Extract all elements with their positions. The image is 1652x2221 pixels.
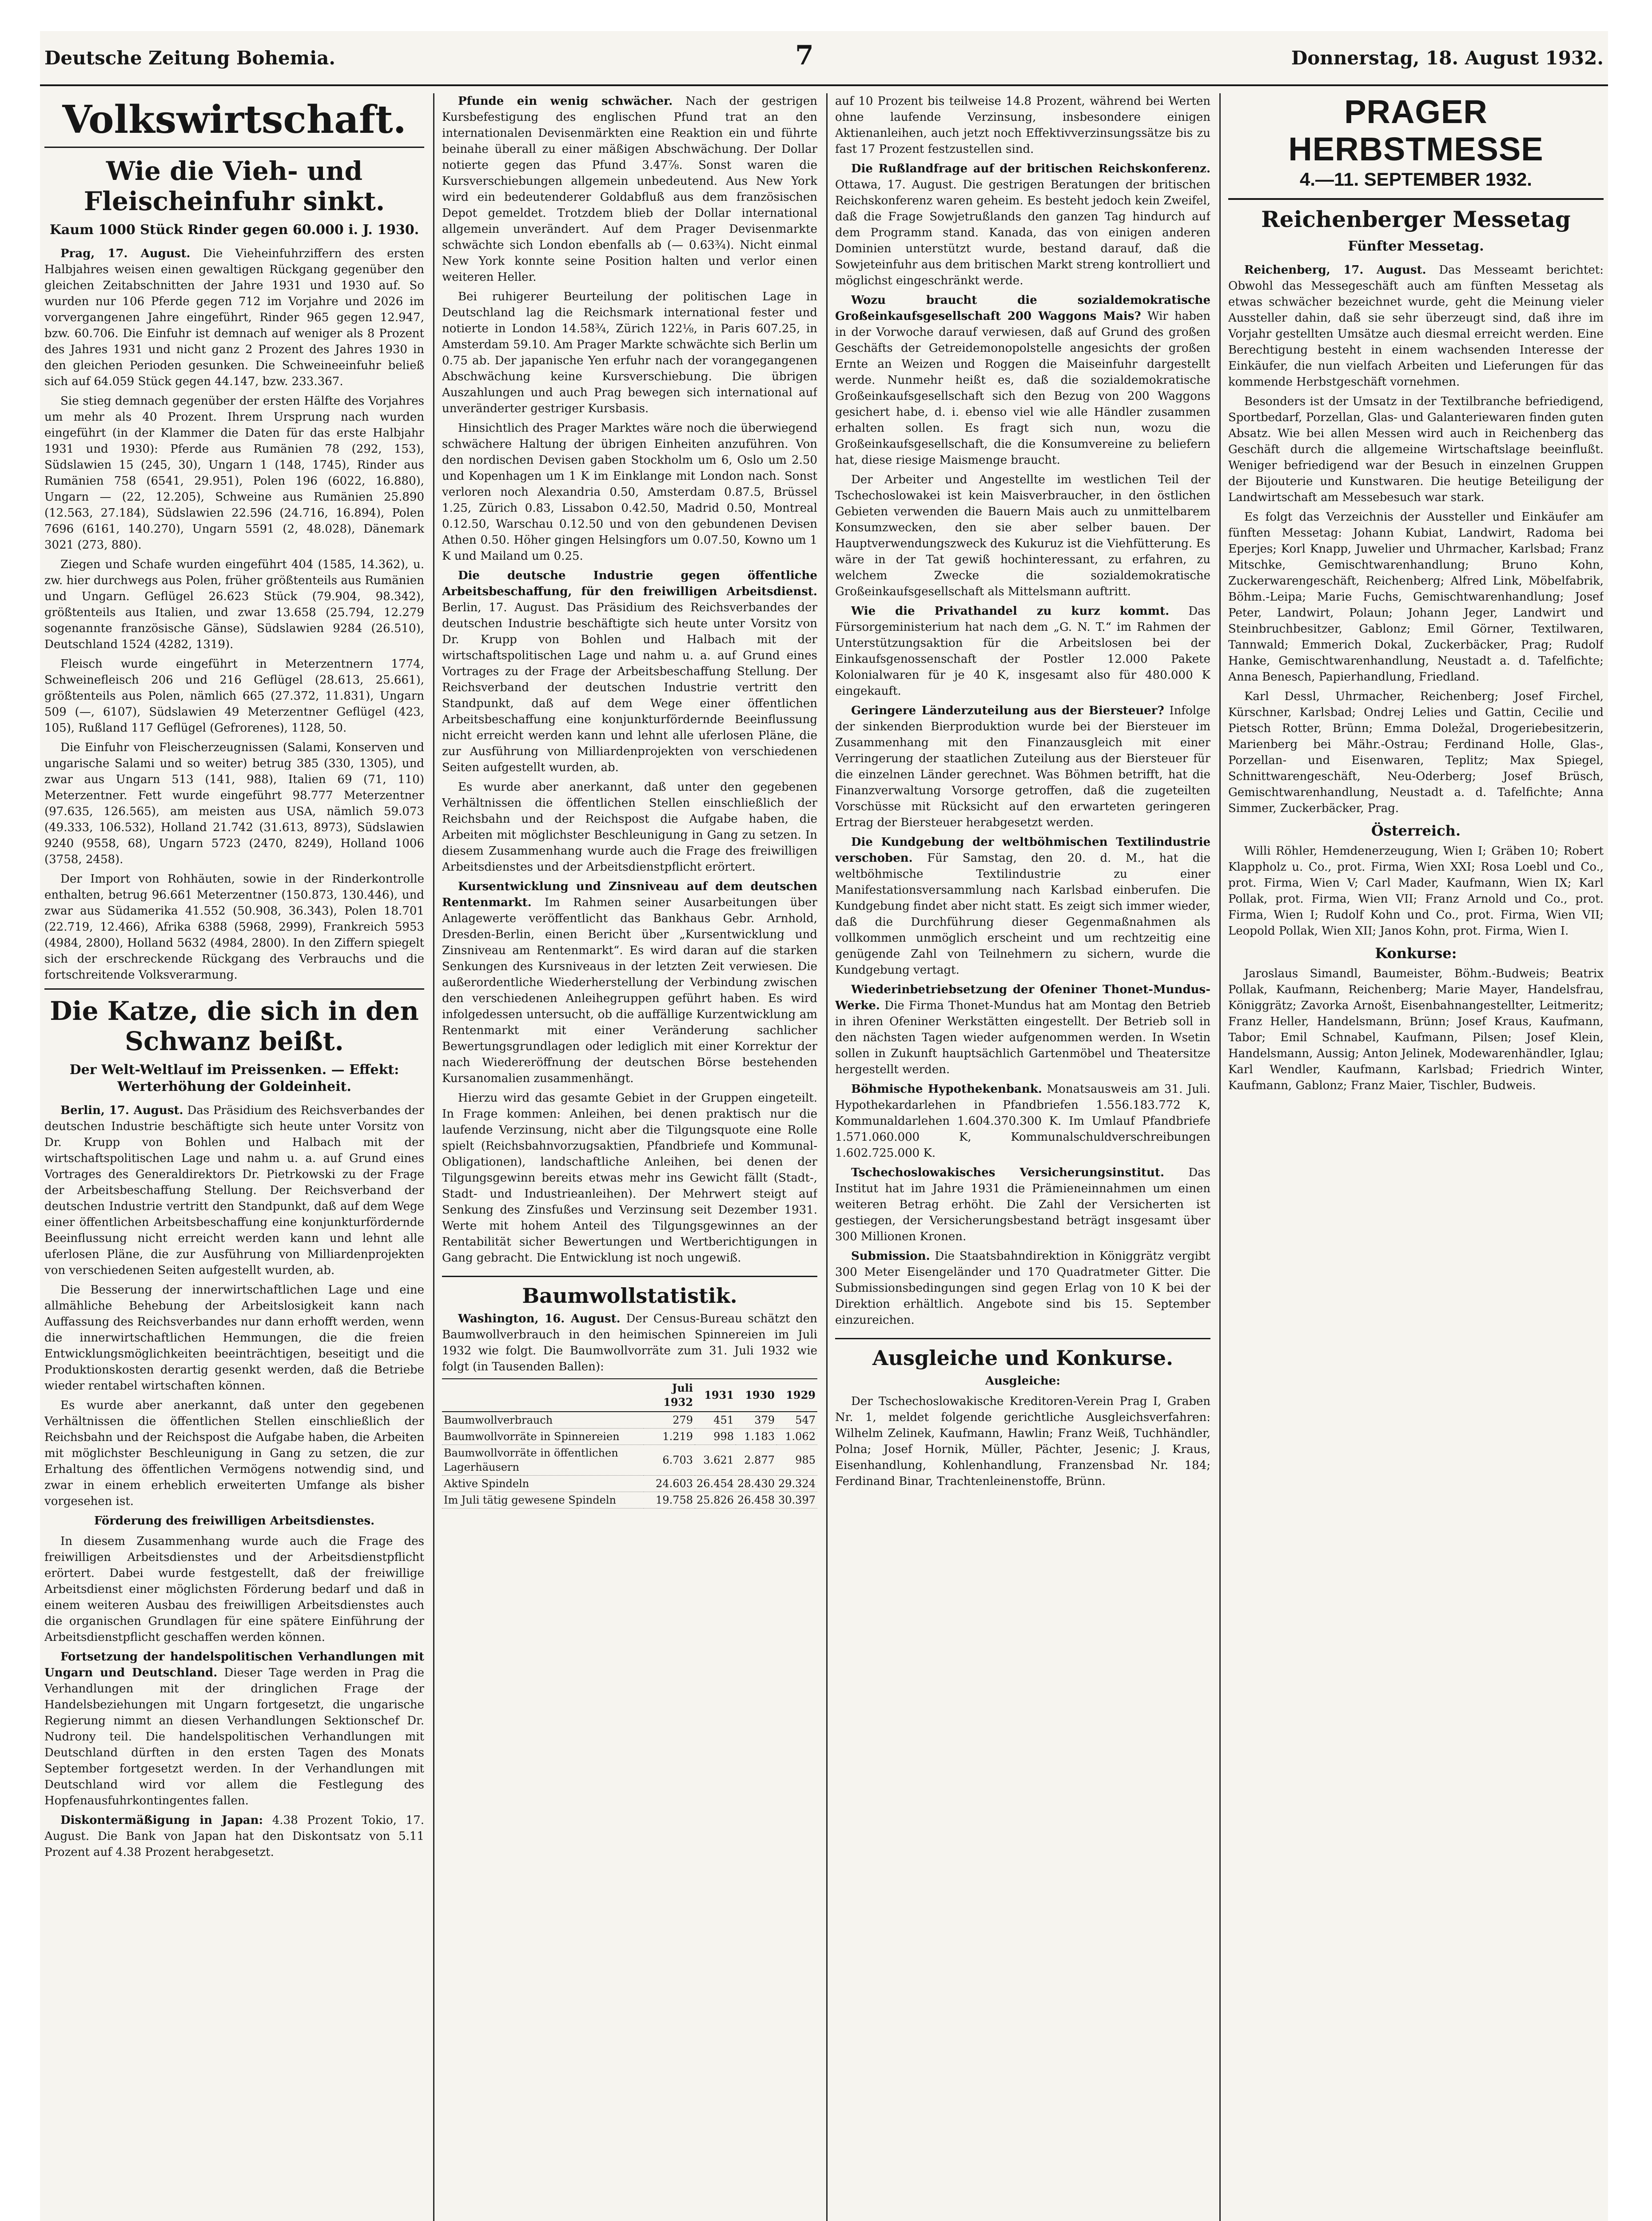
article-paragraph [44, 246, 424, 390]
article-paragraph: Besonders ist der Umsatz in der Textilbranche befriedigend, Sportbedarf, Porzellan, Glas- und Galanteriewaren finden guten Absatz. Wie bei allen Messen wird auch in Reichenberg das Geschäft durch die allgemeine Wirtschaftslage beeinflußt. Weniger befriedigend war der Besuch in einzelnen Gruppen der Bijouterie und Kunstwaren. Die heutige Beteiligung der Landwirtschaft am Messebesuch war stark. [1228, 395, 1604, 504]
table-cell: 985 [776, 1445, 817, 1476]
article-paragraph: Sie stieg demnach gegenüber der ersten Hälfte des Vorjahres um mehr als 40 Prozent. Ihrem Ursprung nach wurden eingeführt (in der Klammer die Daten für das erste Halbjahr 1931 und 1930): Pferde aus Rumänien 78 (292, 153), Südslawien 15 (245, 30), Ungarn 1 (148, 1745), Rinder aus Rumänien 758 (6541, 29.951), Polen 196 (6022, 16.880), Ungarn — (22, 12.205), Schweine aus Rumänien 25.890 (12.563, 27.184), Südslawien 22.596 (24.716, 16.894), Polen 7696 (6161, 140.270), Ungarn 5591 (2, 48.028), Dänemark 3021 (273, 880). [44, 394, 424, 552]
paragraph-text: Der Census-Bureau schätzt den Baumwollverbrauch in den heimischen Spinnereien im Juli 1932 wie folgt. Die Baumwollvorräte zum 31. Juli 1932 wie folgt (in Tausenden Ballen): [442, 1312, 817, 1373]
dateline: Prag, 17. August. [60, 247, 191, 260]
table-cell: 2.877 [736, 1445, 776, 1476]
table-cell: 1.183 [736, 1429, 776, 1445]
paragraph-text: Das Institut hat im Jahre 1931 die Prämieneinnahmen um einen weiteren Betrag erhöht. Die Zahl der Versicherten ist gestiegen, der Versicherungsbestand beträgt insgesamt über 300 Millionen Kronen. [835, 1166, 1210, 1243]
article-paragraph [835, 603, 1210, 699]
paragraph-text: Nach der gestrigen Kursbefestigung des englischen Pfund trat an den internationalen Devisenmärkten eine Reaktion ein und führte beinahe überall zu einer mäßigen Abschwächung. Der Dollar notierte gegen das Pfund 3.47⅞. Sonst waren die Kursverschiebungen allgemein unbedeutend. Aus New York wird ein bedeutenderer Goldabfluß aus dem französischen Depot gemeldet. Trotzdem blieb der Dollar international allgemein unverändert. Auf dem Prager Devisenmarkte schwächte sich London ebenfalls ab (— 0.63¾). Nicht einmal New York konnte seine Position halten und verlor einen weiteren Heller. [442, 95, 817, 284]
table-row [442, 1429, 817, 1445]
runin-heading: Die Rußlandfrage auf der britischen Reichskonferenz. [851, 162, 1210, 175]
paragraph-text: Berlin, 17. August. Das Präsidium des Reichsverbandes der deutschen Industrie beschäftigte sich heute unter Vorsitz von Dr. Krupp von Bohlen und Halbach mit der wirtschaftspolitischen Lage und nahm u. a. auf Grund eines Vortrages zu der Frage der Arbeitsbeschaffung Stellung. Der Reichsverband der deutschen Industrie vertritt den Standpunkt, daß auf dem Wege einer öffentlichen Arbeitsbeschaffung eine konjunkturfördernde Beeinflussung nicht erreicht werden kann und lehnt alle uferlosen Pläne, die zur Ausführung von Milliardenprojekten von verschiedenen Seiten aufgestellt wurden, ab. [442, 601, 817, 774]
table-cell: 6.703 [644, 1445, 695, 1476]
table-header-row [442, 1379, 817, 1412]
article-paragraph [442, 879, 817, 1087]
article-paragraph: Hinsichtlich des Prager Marktes wäre noch die überwiegend schwächere Haltung der übrigen Einheiten anzuführen. Von den nordischen Devisen gaben Stockholm um 6, Oslo um 2.50 und Kopenhagen um 1 K im Einklange mit London nach. Sonst verloren noch Alexandria 0.50, Amsterdam 0.87.5, Brüssel 1.25, Zürich 0.83, Lissabon 0.42.50, Madrid 0.50, Montreal 0.12.50, Warschau 0.12.50 und von den gebundenen Devisen Athen 0.50. Höher gingen Helsingfors um 0.07.50, Kowno um 1 K und Mailand um 0.25. [442, 422, 817, 563]
article-paragraph: Es wurde aber anerkannt, daß unter den gegebenen Verhältnissen die öffentlichen Stellen einschließlich der Reichsbahn und der Reichspost die Aufgabe haben, die Arbeiten mit möglichster Beschleunigung in Gang zu setzen. In diesem Zusammenhang wurde auch die Frage des freiwilligen Arbeitsdienstes und der Arbeitsdienstpflicht erörtert. [442, 780, 817, 874]
paragraph-text: Das Messeamt berichtet: Obwohl das Messegeschäft auch am fünften Messetag als etwas schwächer bezeichnet wurde, geht die Meinung vieler Aussteller dahin, daß sie sehr überzeugt sind, daß ihre im Vorjahr gestellten Umsätze auch diesmal erreicht werden. Eine Berechtigung besteht in einem wachsenden Interesse der Einkäufer, die nun vielfach Arbeiten und Lieferungen für das kommende Herbstgeschäft vornehmen. [1228, 263, 1604, 389]
article-paragraph [1228, 262, 1604, 390]
table-cell: 28.430 [736, 1476, 776, 1492]
article-paragraph [835, 1081, 1210, 1161]
article-paragraph: Karl Dessl, Uhrmacher, Reichenberg; Josef Firchel, Kürschner, Karlsbad; Ondrej Lelies und Gattin, Cecilie und Pietsch Rotter, Brünn; Emma Doležal, Drogeriebesitzerin, Marienberg bei Mähr.-Ostrau; Ferdinand Holle, Glas-, Porzellan- und Eisenwaren, Teplitz; Max Spiegel, Schnittwarengeschäft, Neu-Oderberg; Josef Brüsch, Gemischtwarenhandlung, Neustadt a. d. Tafelfichte; Anna Simmer, Zuckerbäcker, Prag. [1228, 690, 1604, 815]
article-paragraph: Der Tschechoslowakische Kreditoren-Verein Prag I, Graben Nr. 1, meldet folgende gerichtliche Ausgleichsverfahren: Wilhelm Zelinek, Kaufmann, Hawlin; Franz Weiß, Tuchhändler, Polna; Josef Hornik, Müller, Pächter, Jesenic; J. Kraus, Eisenhandlung, Kohlenhandlung, Franzensbad Nr. 184; Ferdinand Binar, Trachtenleinenstoffe, Brünn. [835, 1395, 1210, 1488]
table-row [442, 1412, 817, 1429]
page-number: 7 [795, 40, 814, 71]
paragraph-text: Wir haben in der Vorwoche darauf verwiesen, daß auf Grund des großen Geschäfts der Getreidemonopolstelle angesichts der großen Ernte an Weizen und Roggen die Maiseinfuhr dargestellt werde. Nunmehr heißt es, daß die sozialdemokratische Großeinkaufsgesellschaft sich den Bezug von 200 Waggons gesichert habe, d. i. ebenso viel wie alle Händler zusammen erhalten sollen. Es fragt sich nun, wozu die Großeinkaufsgesellschaft, die die Konsumvereine zu beliefern hat, diese riesige Maismenge braucht. [835, 310, 1210, 467]
table-cell: 26.454 [695, 1476, 736, 1492]
table-cell: 1.219 [644, 1429, 695, 1445]
paragraph-text: Die Staatsbahndirektion in Königgrätz vergibt 300 Meter Eisengeländer und 170 Quadratmeter Gitter. Die Submissionsbedingungen sind gegen Erlag von 10 K bei der Direktion erhältlich. Angebote sind bis 15. September einzureichen. [835, 1250, 1210, 1327]
section-title: Volkswirtschaft. [44, 98, 424, 148]
column-2 [442, 93, 817, 2221]
paragraph-text: Das Fürsorgeministerium hat nach dem „G. N. T.“ im Rahmen der Unterstützungsaktion für die Arbeitslosen bei der Einkaufsgenossenschaft der Postler 12.000 Pakete Kolonialwaren für je 40 K, insgesamt also für 480.000 K eingekauft. [835, 605, 1210, 698]
column-rule [826, 93, 828, 2221]
paragraph-text: Die Firma Thonet-Mundus hat am Montag den Betrieb in ihren Ofeniner Werkstätten eingestellt. Der Betrieb soll in den nächsten Tagen wieder aufgenommen werden. In Wsetin sollen in Zukunft hauptsächlich Gartenmöbel und Theatersitze hergestellt werden. [835, 999, 1210, 1076]
article-headline: Wie die Vieh- und Fleischeinfuhr sinkt. [84, 156, 385, 216]
table-cell: Baumwollverbrauch [442, 1412, 644, 1429]
table-row [442, 1445, 817, 1476]
article-headline: Die Katze, die sich in den Schwanz beißt. [44, 988, 424, 1056]
table-cell: 279 [644, 1412, 695, 1429]
table-cell: 19.758 [644, 1492, 695, 1509]
article-paragraph: Willi Röhler, Hemdenerzeugung, Wien I; Gräben 10; Robert Klappholz u. Co., prot. Firma, Wien XXI; Rosa Loebl und Co., prot. Firma, Wien V; Carl Mader, Kaufmann, Wien IX; Karl Pollak, prot. Firma, Wien VII; Franz Arnold und Co., prot. Firma, Wien I; Rudolf Kohn und Co., prot. Firma, Wien VII; Leopold Pollak, Wien XII; Janos Kohn, prot. Firma, Wien I. [1228, 844, 1604, 938]
issue-date: Donnerstag, 18. August 1932. [1291, 47, 1604, 69]
table-cell: Aktive Spindeln [442, 1476, 644, 1492]
table-header-cell [442, 1379, 644, 1412]
dateline: Washington, 16. August. [458, 1312, 621, 1325]
article-paragraph [44, 1812, 424, 1860]
table-cell: 3.621 [695, 1445, 736, 1476]
runin-heading: Böhmische Hypothekenbank. [851, 1083, 1042, 1096]
article-paragraph [44, 1649, 424, 1809]
column-3 [835, 93, 1210, 2221]
paragraph-text: Für Samstag, den 20. d. M., hat die weltböhmische Textilindustrie zu einer Manifestationsversammlung nach Karlsbad einberufen. Die Kundgebung findet aber nicht statt. Es zeigt sich immer wieder, daß die Durchführung dieser Gegenmaßnahmen als vollkommen unmöglich erscheint und um rechtzeitig eine genügende Zahl von Teilnehmern zu sichern, wurde die Kundgebung vertagt. [835, 852, 1210, 977]
article-paragraph: Der Import von Rohhäuten, sowie in der Rinderkontrolle enthalten, betrug 96.661 Meterzentner (150.873, 130.446), und zwar aus Südamerika 41.552 (50.908, 36.343), Polen 18.701 (22.719, 12.466), Afrika 6388 (5968, 2999), Frankreich 5953 (4984, 2800), Holland 5632 (4984, 2800). In den Ziffern spiegelt sich der erschreckende Rückgang des Verbrauchs und die fortschreitende Volksverarmung. [44, 872, 424, 982]
section-subheading: Ausgleiche: [985, 1374, 1061, 1388]
paragraph-text: Dieser Tage werden in Prag die Verhandlungen mit der dringlichen Frage der Handelsbeziehungen mit Ungarn fortgesetzt, die ungarische Regierung nimmt an diesen Verhandlungen Sektionschef Dr. Nudrony teil. Die handelspolitischen Verhandlungen mit Deutschland dürften in den ersten Tagen des Monats September fortgesetzt werden. In der Verhandlungen mit Deutschland wird vor allem die Festlegung des Hopfenausfuhrkontingentes fallen. [44, 1666, 424, 1807]
article-paragraph [442, 93, 817, 285]
article-subhead: Der Welt-Weltlauf im Preissenken. — Effekt: Werterhöhung der Goldeinheit. [69, 1062, 399, 1095]
fair-dates: 4.—11. SEPTEMBER 1932. [1300, 169, 1532, 190]
article-headline: Reichenberger Messetag [1261, 206, 1571, 232]
article-paragraph: Der Arbeiter und Angestellte im westlichen Teil der Tschechoslowakei ist kein Maisverbraucher, in den östlichen Gebieten verwenden die Bauern Mais auch zu unmittelbarem Konsumzwecken, den sie aber selber bauen. Der Hauptverwendungszweck des Kukuruz ist die Viehfütterung. Es wäre in der Tat gewiß hochinteressant, zu erfahren, zu welchem Zwecke die sozialdemokratische Großeinkaufsgesellschaft als Mittelsmann auftritt. [835, 473, 1210, 598]
runin-heading: Die deutsche Industrie gegen öffentliche Arbeitsbeschaffung, für den freiwilligen Arbeitsdienst. [442, 569, 817, 598]
runin-heading: Wozu braucht die sozialdemokratische Großeinkaufsgesellschaft 200 Waggons Mais? [835, 294, 1210, 323]
article-paragraph [835, 292, 1210, 468]
article-paragraph: Es wurde aber anerkannt, daß unter den gegebenen Verhältnissen die öffentlichen Stellen einschließlich der Reichsbahn und der Reichspost die Aufgabe haben, die Arbeiten mit möglichster Beschleunigung in Gang zu setzen, die zur Erhaltung des öffentlichen Vermögens notwendig sind, und zwar in einem erheblich erweiterten Umfange als bisher vorgesehen ist. [44, 1399, 424, 1508]
table-header-cell: Juli 1932 [644, 1379, 695, 1412]
paragraph-text: Monatsausweis am 31. Juli. Hypothekardarlehen in Pfandbriefen 1.556.183.772 K, Kommunaldarlehen 1.604.370.300 K. Im Umlauf Pfandbriefe 1.571.060.000 K, Kommunalschuldverschreibungen 1.602.725.000 K. [835, 1083, 1210, 1160]
stats-title: Baumwollstatistik. [442, 1276, 817, 1308]
fair-title: PRAGER HERBSTMESSE [1288, 93, 1544, 167]
runin-heading: Förderung des freiwilligen Arbeitsdienstes. [94, 1514, 375, 1528]
article-paragraph [835, 1248, 1210, 1328]
table-cell: Baumwollvorräte in Spinnereien [442, 1429, 644, 1445]
article-paragraph: In diesem Zusammenhang wurde auch die Frage des freiwilligen Arbeitsdienstes und der Arbeitsdienstpflicht erörtert. Dabei wurde festgestellt, daß der freiwillige Arbeitsdienst einer möglichsten Förderung bedarf und daß in einem weiteren Ausbau des freiwilligen Arbeitsdienstes auch die organischen Grundlagen für eine spätere Einführung der Arbeitsdienstpflicht geschaffen werden können. [44, 1535, 424, 1644]
runin-heading: Wie die Privathandel zu kurz kommt. [851, 605, 1170, 618]
dateline: Berlin, 17. August. [60, 1104, 183, 1117]
masthead-title: Deutsche Zeitung Bohemia. [44, 47, 335, 69]
table-cell: 547 [776, 1412, 817, 1429]
runin-heading: Fortsetzung der handelspolitischen Verhandlungen mit Ungarn und Deutschland. [44, 1650, 424, 1680]
table-cell: 379 [736, 1412, 776, 1429]
table-cell: Im Juli tätig gewesene Spindeln [442, 1492, 644, 1509]
dateline: Reichenberg, 17. August. [1244, 263, 1426, 277]
article-paragraph: Die Besserung der innerwirtschaftlichen Lage und eine allmähliche Behebung der Arbeitslosigkeit kann nach Auffassung des Reichsverbandes nur dann erhofft werden, wenn die innerwirtschaftlichen Hemmungen, die die freien Entwicklungsmöglichkeiten beeinträchtigen, beseitigt und die Produktionskosten derartig gesenkt werden, daß die Betriebe wieder rentabel wirtschaften können. [44, 1283, 424, 1393]
table-header-cell: 1930 [736, 1379, 776, 1412]
column-rule [1219, 93, 1221, 2221]
article-paragraph [835, 982, 1210, 1078]
table-cell: 451 [695, 1412, 736, 1429]
column-1 [44, 93, 424, 2221]
paragraph-text: 4.38 Prozent Tokio, 17. August. Die Bank von Japan hat den Diskontsatz von 5.11 Prozent auf 4.38 Prozent herabgesetzt. [44, 1814, 424, 1859]
table-cell: 998 [695, 1429, 736, 1445]
runin-heading: Tschechoslowakisches Versicherungsinstitut. [851, 1166, 1164, 1179]
table-cell: 1.062 [776, 1429, 817, 1445]
runin-heading: Diskontermäßigung in Japan: [60, 1814, 263, 1827]
section-heading: Ausgleiche und Konkurse. [835, 1338, 1210, 1370]
table-header-cell: 1929 [776, 1379, 817, 1412]
paragraph-text: Ottawa, 17. August. Die gestrigen Beratungen der britischen Reichskonferenz waren geheim. Es besteht jedoch kein Zweifel, daß die Frage Sowjetrußlands den ganzen Tag hindurch auf dem Programm stand. Kanada, das von einigen anderen Dominien unterstützt wurde, bestand darauf, daß die Sowjeteinfuhr aus dem britischen Markt streng kontrolliert und möglichst eingeschränkt werde. [835, 178, 1210, 287]
article-paragraph [442, 568, 817, 776]
table-row [442, 1492, 817, 1509]
column-4 [1228, 93, 1604, 2221]
trade-fair-advert [1228, 93, 1604, 200]
article-subhead: Kaum 1000 Stück Rinder gegen 60.000 i. J. 1930. [49, 222, 419, 238]
article-paragraph [835, 161, 1210, 289]
article-paragraph: Ziegen und Schafe wurden eingeführt 404 (1585, 14.362), u. zw. hier durchwegs aus Polen, früher größtenteils aus Rumänien und Ungarn. Geflügel 26.623 Stück (79.904, 98.342), größtenteils aus Italien, und zwar 13.658 (25.794, 12.279 sogenannte französische Gänse), Südslawien 9284 (26.510), Deutschland 1524 (4282, 1319). [44, 558, 424, 651]
paragraph-text: Die Vieheinfuhrziffern des ersten Halbjahres weisen einen gewaltigen Rückgang gegenüber den gleichen Zeitabschnitten der Jahre 1931 und 1930 auf. So wurden nur 106 Pferde gegen 712 im Vorjahre und 2026 im vorvergangenen Jahre eingeführt, Rinder 965 gegen 12.947, bzw. 60.706. Die Einfuhr ist demnach auf weniger als 8 Prozent des Jahres 1931 und nicht ganz 2 Prozent des Jahres 1930 in den gleichen Perioden gesunken. Die Schweineeinfuhr beließ sich auf 64.059 Stück gegen 44.147, bzw. 233.367. [44, 247, 424, 388]
newspaper-page [40, 31, 1608, 2221]
table-cell: Baumwollvorräte in öffentlichen Lagerhäusern [442, 1445, 644, 1476]
runin-heading: Wiederinbetriebsetzung der Ofeniner Thonet-Mundus-Werke. [835, 983, 1210, 1012]
cotton-statistics-table [442, 1378, 817, 1509]
runin-heading: Die Kundgebung der weltböhmischen Textilindustrie verschoben. [835, 836, 1210, 865]
article-paragraph: Bei ruhigerer Beurteilung der politischen Lage in Deutschland lag die Reichsmark international fester und notierte in London 14.58¾, Zürich 122⅛, in Paris 607.25, in Amsterdam 59.10. Am Prager Markte schwächte sich Berlin um 0.75 ab. Der japanische Yen erfuhr nach der vorangegangenen Abschwächung keine Kursverschiebung. Die übrigen Auszahlungen und auch Prag bewegen sich international auf unveränderter gestriger Kursbasis. [442, 290, 817, 415]
article-paragraph [44, 1103, 424, 1278]
column-rule [433, 93, 434, 2221]
article-paragraph: Fleisch wurde eingeführt in Meterzentnern 1774, Schweinefleisch 206 und 216 Geflügel (28.613, 25.661), größtenteils aus Polen, nämlich 665 (27.372, 11.831), Ungarn 509 (—, 6107), Südslawien 49 Meterzentner Geflügel (423, 105), Rußland 117 Geflügel (Gefrorenes), 1128, 50. [44, 657, 424, 735]
table-cell: 30.397 [776, 1492, 817, 1509]
table-cell: 25.826 [695, 1492, 736, 1509]
article-paragraph [835, 834, 1210, 978]
article-paragraph: Die Einfuhr von Fleischerzeugnissen (Salami, Konserven und ungarische Salami und so weiter) betrug 385 (330, 1305), und zwar aus Ungarn 513 (141, 988), Italien 69 (71, 110) Meterzentner. Fett wurde eingeführt 98.777 Meterzentner (97.635, 126.565), am meisten aus USA, nämlich 59.073 (49.333, 106.532), Holland 21.742 (31.613, 8973), Südslawien 9240 (9558, 68), Ungarn 5723 (2470, 8249), Holland 1006 (3758, 2458). [44, 741, 424, 866]
article-paragraph: Es folgt das Verzeichnis der Aussteller und Einkäufer am fünften Messetag: Johann Kubiat, Landwirt, Radoma bei Eperjes; Korl Knapp, Juwelier und Uhrmacher, Karlsbad; Franz Mitschke, Gemischtwarenhandlung; Bruno Kohn, Zuckerwarengeschäft, Reichenberg; Alfred Link, Möbelfabrik, Böhm.-Leipa; Marie Fuchs, Gemischtwarenhandlung; Josef Peter, Landwirt, Polaun; Johann Jeger, Landwirt und Steinbruchbesitzer, Gablonz; Emil Görner, Textilwaren, Tannwald; Emmerich Dokal, Zuckerbäcker, Prag; Rudolf Hanke, Gemischtwarenhandlung, Neustadt a. d. Tafelfichte; Anna Benesch, Papierhandlung, Friedland. [1228, 510, 1604, 684]
runin-heading: Submission. [851, 1250, 930, 1263]
runin-heading: Geringere Länderzuteilung aus der Biersteuer? [851, 704, 1164, 717]
table-cell: 29.324 [776, 1476, 817, 1492]
runin-heading: Kursentwicklung und Zinsniveau auf dem deutschen Rentenmarkt. [442, 880, 817, 909]
article-paragraph: Jaroslaus Simandl, Baumeister, Böhm.-Budweis; Beatrix Pollak, Kaufmann, Reichenberg; Marie Mayer, Handelsfrau, Königgrätz; Zavorka Arnošt, Eisenbahnangestellter, Leitmeritz; Franz Heller, Handelsmann, Brünn; Josef Kraus, Kaufmann, Tabor; Emil Schnabel, Kaufmann, Pilsen; Josef Klein, Handelsmann, Aussig; Anton Jelinek, Modewarenhändler, Iglau; Karl Wendler, Kaufmann, Karlsbad; Friedrich Winter, Kaufmann, Gablonz; Franz Maier, Tischler, Budweis. [1228, 967, 1604, 1092]
running-header [40, 31, 1608, 86]
article-paragraph: auf 10 Prozent bis teilweise 14.8 Prozent, während bei Werten ohne laufende Verzinsung, insbesondere einigen Aktienanleihen, auch jetzt noch Effektivverzinsungssätze bis zu fast 17 Prozent festzustellen sind. [835, 95, 1210, 156]
runin-heading: Pfunde ein wenig schwächer. [458, 95, 673, 108]
section-heading: Konkurse: [1375, 945, 1457, 962]
table-cell: 24.603 [644, 1476, 695, 1492]
article-paragraph [442, 1311, 817, 1375]
table-row [442, 1476, 817, 1492]
paragraph-text: Infolge der sinkenden Bierproduktion wurde bei der Biersteuer im Zusammenhang mit den Finanzausgleich mit einer Verringerung der staatlichen Zuteilung aus der Biersteuer für die einzelnen Länder gerechnet. Was Böhmen betrifft, hat die Finanzverwaltung Vorsorge getroffen, daß die zugeteilten Vorschüsse mit Rücksicht auf den erwarteten geringeren Ertrag der Biersteuer herabgesetzt werden. [835, 704, 1210, 829]
article-paragraph [835, 1165, 1210, 1245]
paragraph-text: Das Präsidium des Reichsverbandes der deutschen Industrie beschäftigte sich heute unter Vorsitz von Dr. Krupp von Bohlen und Halbach mit der wirtschaftspolitischen Lage und nahm u. a. auf Grund eines Vortrages des Generaldirektors Dr. Pietrkowski zu der Frage der Arbeitsbeschaffung Stellung. Der Reichsverband der deutschen Industrie vertritt den Standpunkt, daß auf dem Wege einer öffentlichen Arbeitsbeschaffung eine konjunkturfördernde Beeinflussung nicht erreicht werden kann und lehnt alle uferlosen Pläne, die zur Ausführung von Milliardenprojekten von verschiedenen Seiten aufgestellt wurden, ab. [44, 1104, 424, 1277]
table-header-cell: 1931 [695, 1379, 736, 1412]
article-subhead: Fünfter Messetag. [1348, 239, 1484, 254]
article-paragraph: Hierzu wird das gesamte Gebiet in der Gruppen eingeteilt. In Frage kommen: Anleihen, bei denen praktisch nur die laufende Verzinsung, nicht aber die Tilgungsquote eine Rolle spielt (Reichsbahnvorzugsaktien, Pfandbriefe und Kommunal-Obligationen), landschaftliche Anleihen, bei denen der Tilgungsgewinn bereits etwas mehr ins Gewicht fällt (Stadt-, Stadt- und Industrieanleihen). Der Mehrwert steigt auf Senkung des Zinsfußes und Verzinsung seit Dezember 1931. Werte mit hohem Anteil des Tilgungsgewinnes an der Rentabilität sicher Bewertungen und Wertberichtigungen in Gang gebracht. Die Entwicklung ist noch ungewiß. [442, 1091, 817, 1265]
paragraph-text: Im Rahmen seiner Ausarbeitungen über Anlagewerte veröffentlicht das Bankhaus Gebr. Arnhold, Dresden-Berlin, einen Bericht über „Kursentwicklung und Zinsniveau am Rentenmarkt“. Es wird daran auf die starken Senkungen des Kursniveaus in der letzten Zeit verwiesen. Die außerordentliche Wiederherstellung der Verbindung zwischen den verschiedenen Anleihegruppen geführt haben. Es wird infolgedessen untersucht, ob die auffällige Kurzentwicklung am Rentenmarkt mit einer Veränderung sachlicher Bewertungsgrundlagen oder lediglich mit einer Korrektur der nach Wiedereröffnung der deutschen Börse bestehenden Kursanomalien zusammenhängt. [442, 896, 817, 1085]
section-heading: Österreich. [1371, 822, 1461, 839]
table-cell: 26.458 [736, 1492, 776, 1509]
article-paragraph [835, 703, 1210, 831]
